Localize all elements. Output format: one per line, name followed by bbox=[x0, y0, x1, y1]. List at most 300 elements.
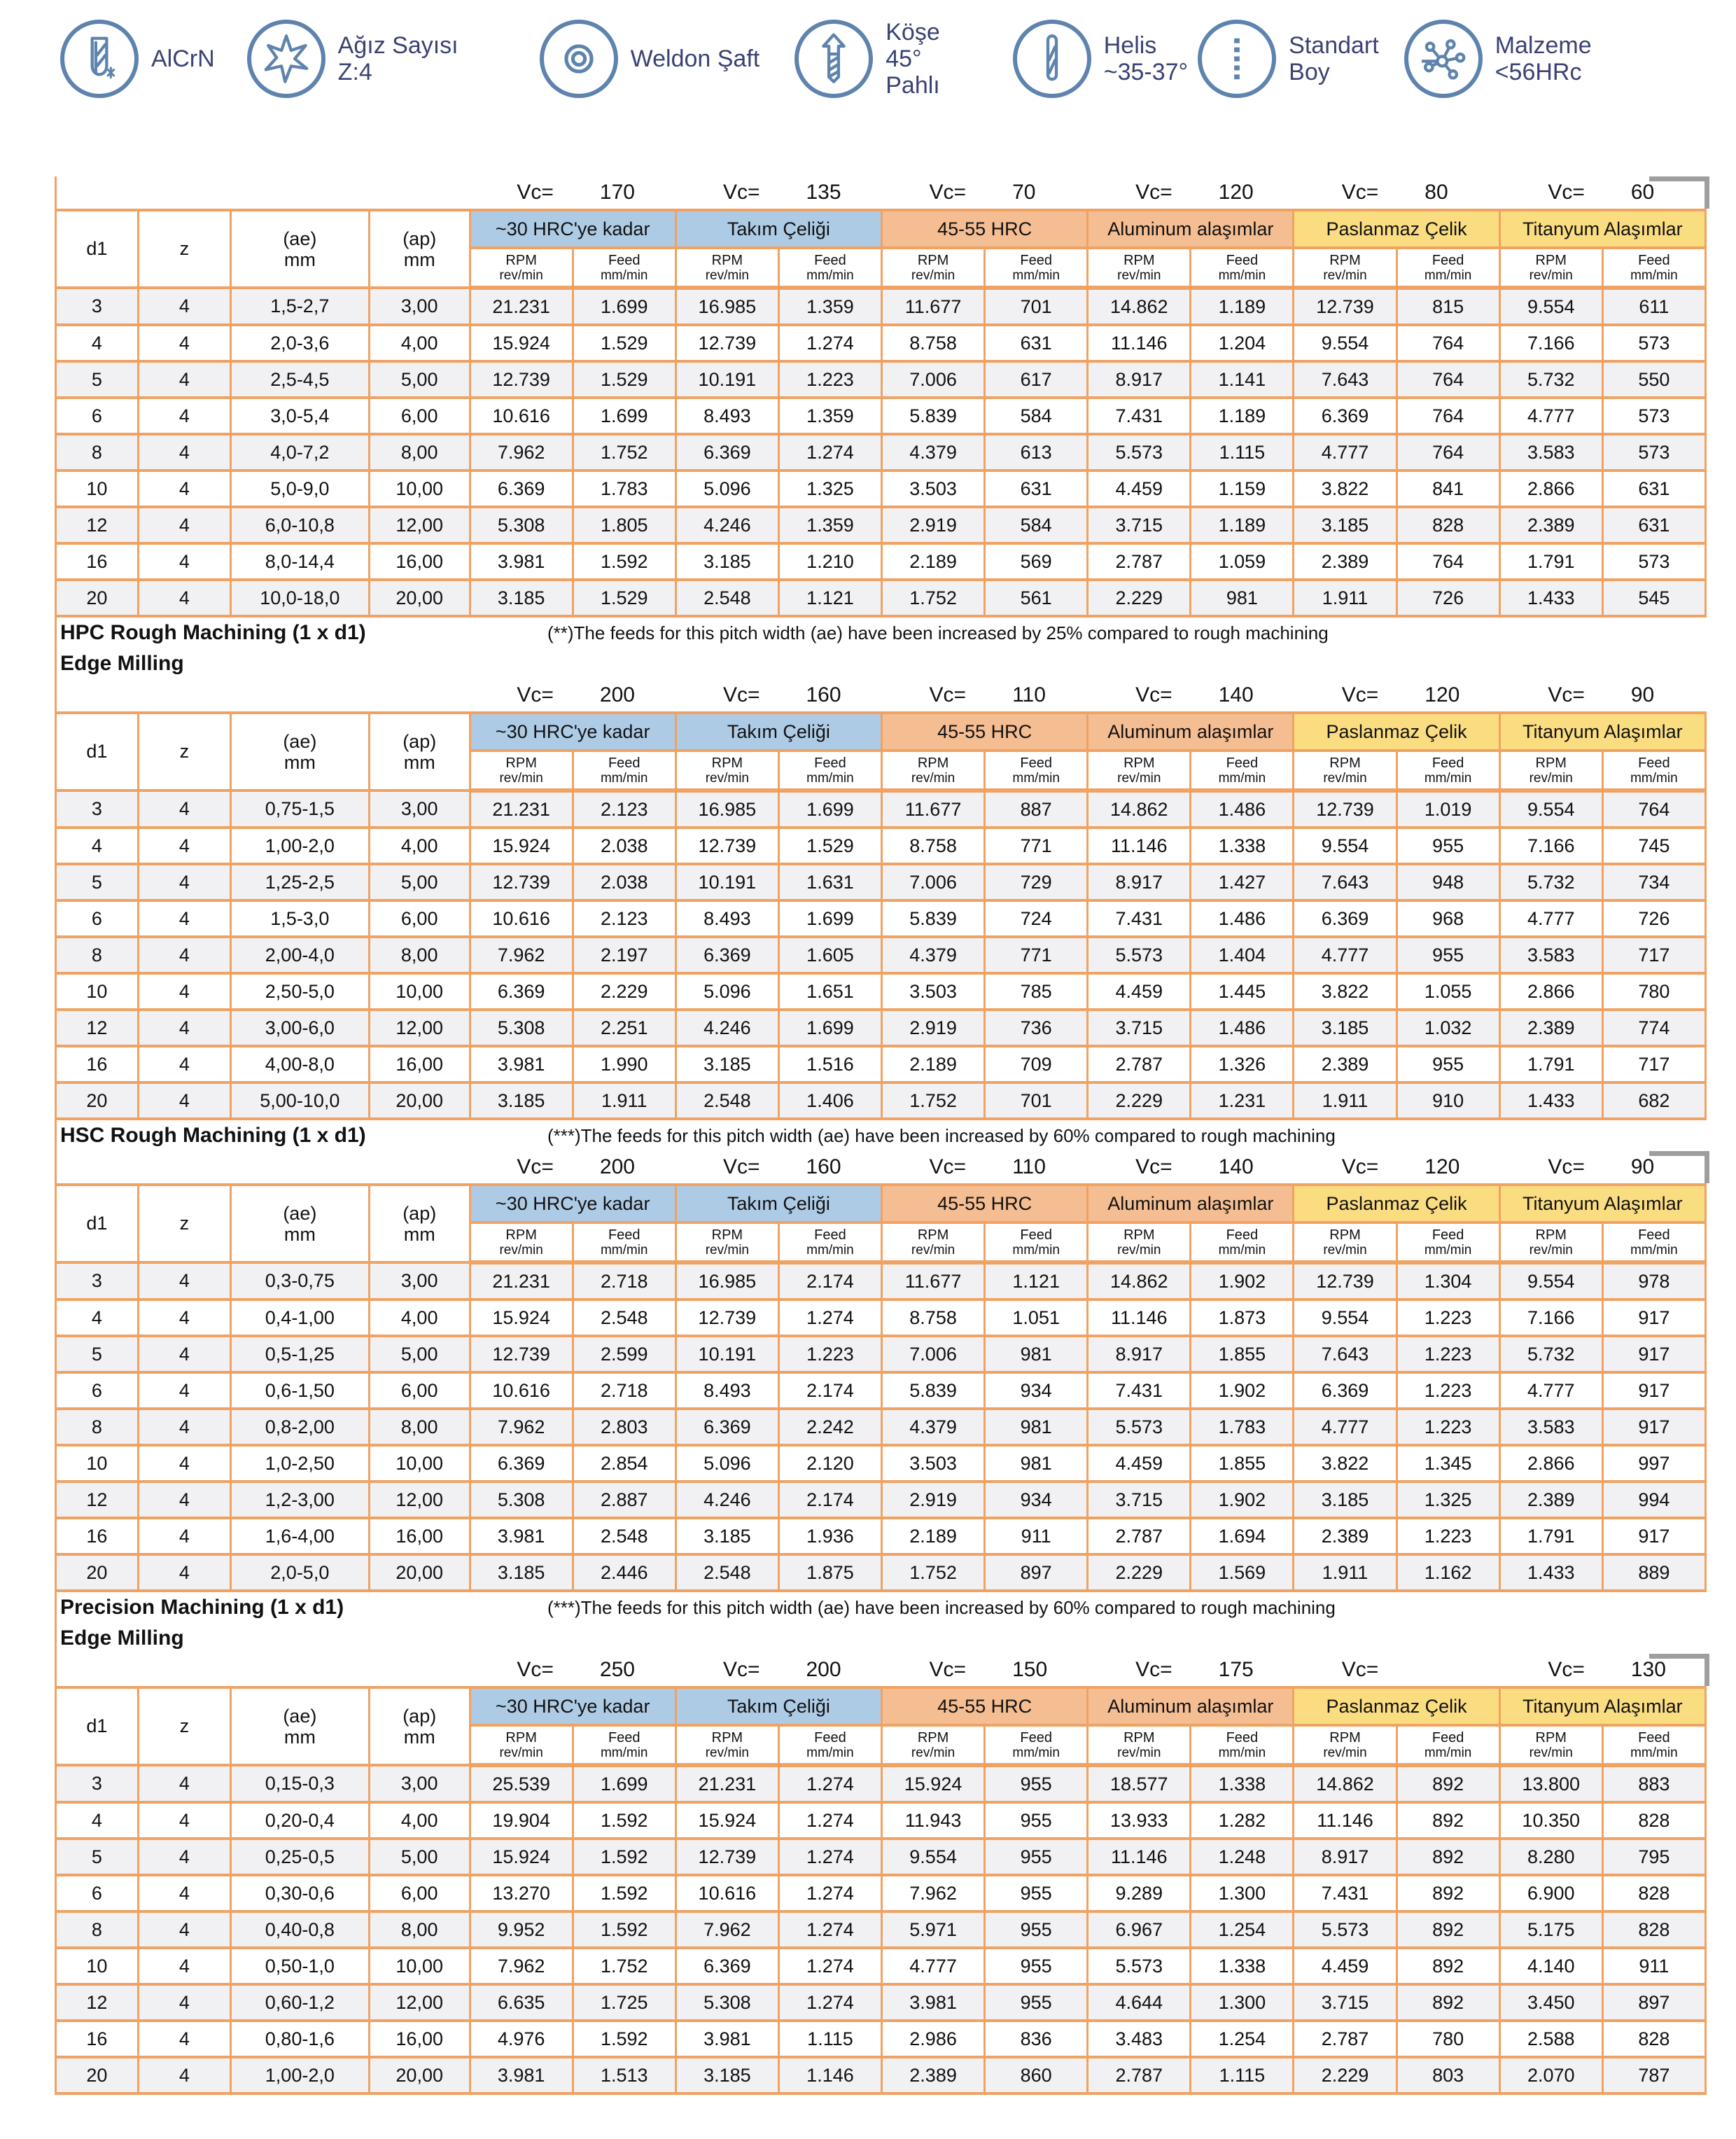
table-cell: 8.758 bbox=[882, 1300, 985, 1336]
table-cell: 2.174 bbox=[778, 1372, 881, 1409]
table-cell: 2.189 bbox=[882, 1046, 985, 1082]
helix-angle-icon bbox=[1013, 20, 1091, 98]
header-line: mm/min bbox=[1218, 1745, 1266, 1760]
table-cell: 4,0-7,2 bbox=[230, 434, 369, 471]
table-cell: 1.631 bbox=[778, 864, 881, 900]
vc-prefix: Vc= bbox=[1135, 683, 1172, 706]
table-cell: 1.274 bbox=[778, 1984, 881, 2021]
feature-material bbox=[1404, 20, 1592, 98]
table-cell: 3.583 bbox=[1499, 434, 1602, 471]
header-line: mm bbox=[284, 249, 316, 270]
feature-material-label bbox=[1495, 32, 1592, 85]
table-cell: 10.616 bbox=[676, 1875, 778, 1911]
table-cell: 2.070 bbox=[1499, 2057, 1602, 2093]
table-cell: 2.866 bbox=[1499, 1445, 1602, 1482]
vc-number: 80 bbox=[1424, 181, 1448, 204]
vc-number: 250 bbox=[599, 1658, 635, 1681]
table-cell: 10.191 bbox=[676, 1336, 778, 1372]
col-header-d1: d1 bbox=[56, 210, 139, 288]
table-cell: 3.450 bbox=[1499, 1984, 1602, 2021]
feed-header bbox=[1602, 751, 1705, 790]
table-cell: 3.503 bbox=[882, 1445, 985, 1482]
section-label-row bbox=[55, 618, 1707, 648]
header-line: mm/min bbox=[1630, 1745, 1678, 1760]
table-row bbox=[56, 973, 1706, 1010]
table-cell: 3,00-6,0 bbox=[230, 1010, 369, 1046]
table-cell: 1.936 bbox=[778, 1518, 881, 1554]
table-cell: 764 bbox=[1396, 434, 1499, 471]
table-cell: 1.855 bbox=[1191, 1336, 1294, 1372]
table-cell: 3.503 bbox=[882, 471, 985, 507]
end-mill-coating-icon bbox=[60, 20, 139, 98]
table-cell: 16 bbox=[56, 1518, 139, 1554]
table-cell: 1.359 bbox=[778, 288, 881, 325]
table-cell: 20 bbox=[56, 580, 139, 616]
vc-number: 160 bbox=[806, 683, 841, 706]
table-cell: 1.875 bbox=[778, 1554, 881, 1591]
header-line: RPM bbox=[1535, 252, 1567, 268]
table-cell: 3.715 bbox=[1294, 1984, 1396, 2021]
table-cell: 1.146 bbox=[778, 2057, 881, 2093]
table-cell: 4.459 bbox=[1088, 1445, 1191, 1482]
vc-number: 120 bbox=[1424, 1155, 1460, 1178]
table-cell: 8.758 bbox=[882, 325, 985, 361]
table-cell: 12.739 bbox=[676, 1300, 778, 1336]
table-cell: 5.573 bbox=[1088, 434, 1191, 471]
table-cell: 4 bbox=[138, 1984, 230, 2021]
rpm-header bbox=[1088, 1725, 1191, 1765]
table-cell: 1.699 bbox=[573, 1765, 676, 1802]
table-cell: 0,6-1,50 bbox=[230, 1372, 369, 1409]
table-cell: 20,00 bbox=[369, 580, 470, 616]
rpm-header bbox=[882, 751, 985, 790]
table-cell: 828 bbox=[1602, 1802, 1705, 1839]
header-line: rev/min bbox=[911, 1745, 955, 1760]
table-cell: 7.166 bbox=[1499, 828, 1602, 864]
vc-number: 140 bbox=[1218, 1155, 1254, 1178]
header-line: rev/min bbox=[1117, 267, 1161, 283]
table-cell: 5.096 bbox=[676, 1445, 778, 1482]
section-footnote: (**)The feeds for this pitch width (ae) have been increased by 25% compared to rough machining bbox=[547, 622, 1329, 643]
table-cell: 897 bbox=[1602, 1984, 1705, 2021]
header-line: (ap) bbox=[402, 228, 437, 249]
table-cell: 955 bbox=[1396, 828, 1499, 864]
table-cell: 7.006 bbox=[882, 1336, 985, 1372]
table-cell: 9.554 bbox=[1499, 1262, 1602, 1300]
table-cell: 573 bbox=[1602, 398, 1705, 434]
table-cell: 7.962 bbox=[470, 434, 573, 471]
table-cell: 1.783 bbox=[1191, 1409, 1294, 1445]
table-cell: 1.345 bbox=[1396, 1445, 1499, 1482]
feature-length-label bbox=[1289, 32, 1379, 85]
table-cell: 1,00-2,0 bbox=[230, 2057, 369, 2093]
table-cell: 6.369 bbox=[676, 937, 778, 973]
header-line: mm/min bbox=[1012, 770, 1060, 786]
vc-number: 200 bbox=[806, 1658, 841, 1681]
table-cell: 5.839 bbox=[882, 398, 985, 434]
table-cell: 955 bbox=[1396, 1046, 1499, 1082]
material-group-header: Titanyum Alaşımlar bbox=[1499, 713, 1705, 751]
col-header-ap bbox=[369, 1185, 470, 1262]
table-cell: 1.513 bbox=[573, 2057, 676, 2093]
table-cell: 1,5-3,0 bbox=[230, 900, 369, 937]
table-cell: 764 bbox=[1396, 398, 1499, 434]
table-cell: 1.051 bbox=[985, 1300, 1088, 1336]
rpm-header bbox=[1499, 1725, 1602, 1765]
table-cell: 709 bbox=[985, 1046, 1088, 1082]
table-cell: 2.803 bbox=[573, 1409, 676, 1445]
table-cell: 5.573 bbox=[1088, 1409, 1191, 1445]
vc-prefix: Vc= bbox=[722, 1658, 760, 1681]
table-cell: 2,00-4,0 bbox=[230, 937, 369, 973]
table-cell: 631 bbox=[985, 325, 1088, 361]
header-line: mm/min bbox=[1012, 267, 1060, 283]
material-group-header: ~30 HRC'ye kadar bbox=[470, 210, 676, 248]
table-cell: 4.140 bbox=[1499, 1948, 1602, 1984]
table-cell: 4 bbox=[138, 361, 230, 398]
table-cell: 2.229 bbox=[1294, 2057, 1396, 2093]
vc-value bbox=[676, 181, 882, 204]
table-cell: 1.300 bbox=[1191, 1984, 1294, 2021]
header-line: RPM bbox=[711, 755, 743, 771]
table-cell: 1.032 bbox=[1396, 1010, 1499, 1046]
vc-value bbox=[469, 683, 676, 707]
table-cell: 7.962 bbox=[470, 937, 573, 973]
table-cell: 3.185 bbox=[676, 1046, 778, 1082]
table-cell: 955 bbox=[985, 1839, 1088, 1875]
table-row bbox=[56, 790, 1706, 828]
header-line: rev/min bbox=[911, 267, 955, 283]
material-group-header: Titanyum Alaşımlar bbox=[1499, 1687, 1705, 1725]
vc-value bbox=[882, 683, 1088, 707]
material-group-header: 45-55 HRC bbox=[882, 1185, 1088, 1222]
material-group-header: Takım Çeliği bbox=[676, 1185, 881, 1222]
table-cell: 2.123 bbox=[573, 900, 676, 937]
table-cell: 4 bbox=[56, 1802, 139, 1839]
table-row bbox=[56, 580, 1706, 616]
table-row bbox=[56, 1948, 1706, 1984]
table-cell: 3.185 bbox=[470, 1082, 573, 1119]
feed-header bbox=[573, 1725, 676, 1765]
vc-number: 110 bbox=[1012, 683, 1046, 706]
table-cell: 3.583 bbox=[1499, 1409, 1602, 1445]
vc-value bbox=[469, 1155, 676, 1179]
vc-number: 200 bbox=[599, 1155, 635, 1178]
label-line: ~35-37° bbox=[1103, 59, 1189, 85]
table-cell: 9.289 bbox=[1088, 1875, 1191, 1911]
table-cell: 12 bbox=[56, 507, 139, 543]
col-header-d1: d1 bbox=[56, 1687, 139, 1765]
header-line: rev/min bbox=[1323, 1242, 1367, 1257]
feature-coating bbox=[60, 20, 215, 98]
spec-table-hsc-rough bbox=[55, 1151, 1707, 1592]
table-cell: 11.943 bbox=[882, 1802, 985, 1839]
table-cell: 2.038 bbox=[573, 864, 676, 900]
table-cell: 892 bbox=[1396, 1948, 1499, 1984]
table-cell: 2.548 bbox=[676, 1082, 778, 1119]
table-cell: 1.274 bbox=[778, 325, 881, 361]
group-header-row bbox=[56, 713, 1706, 751]
table-cell: 1.783 bbox=[573, 471, 676, 507]
feature-helix-label bbox=[1104, 32, 1188, 85]
section-label: Precision Machining (1 x d1) bbox=[60, 1596, 344, 1619]
table-row bbox=[56, 434, 1706, 471]
vc-value bbox=[882, 181, 1088, 204]
table-cell: 2.389 bbox=[1499, 1010, 1602, 1046]
vc-prefix: Vc= bbox=[722, 683, 760, 706]
table-cell: 5,00-10,0 bbox=[230, 1082, 369, 1119]
table-cell: 8.758 bbox=[882, 828, 985, 864]
header-line: mm bbox=[403, 249, 435, 270]
header-line: RPM bbox=[711, 1227, 743, 1243]
table-cell: 4 bbox=[56, 325, 139, 361]
table-cell: 2.548 bbox=[676, 580, 778, 616]
table-cell: 5.096 bbox=[676, 973, 778, 1010]
table-cell: 734 bbox=[1602, 864, 1705, 900]
table-row bbox=[56, 864, 1706, 900]
table-cell: 910 bbox=[1396, 1082, 1499, 1119]
table-cell: 12.739 bbox=[470, 1336, 573, 1372]
table-cell: 631 bbox=[1602, 471, 1705, 507]
table-cell: 584 bbox=[985, 507, 1088, 543]
table-cell: 4,00 bbox=[369, 1300, 470, 1336]
table-cell: 15.924 bbox=[470, 1839, 573, 1875]
vc-value bbox=[676, 1658, 882, 1682]
table-cell: 4.379 bbox=[882, 937, 985, 973]
material-group-header: Paslanmaz Çelik bbox=[1294, 210, 1499, 248]
table-cell: 15.924 bbox=[470, 325, 573, 361]
table-cell: 892 bbox=[1396, 1765, 1499, 1802]
feed-header bbox=[1191, 248, 1294, 288]
material-group-header: Paslanmaz Çelik bbox=[1294, 1687, 1499, 1725]
table-cell: 0,25-0,5 bbox=[230, 1839, 369, 1875]
feed-header bbox=[1602, 1725, 1705, 1765]
table-cell: 7.962 bbox=[676, 1911, 778, 1948]
header-line: Feed bbox=[1638, 755, 1670, 771]
table-cell: 4 bbox=[138, 1409, 230, 1445]
table-cell: 5.096 bbox=[676, 471, 778, 507]
vc-prefix: Vc= bbox=[517, 181, 554, 204]
table-cell: 5,00 bbox=[369, 1839, 470, 1875]
table-cell: 1.325 bbox=[778, 471, 881, 507]
material-group-header: Aluminum alaşımlar bbox=[1088, 1185, 1294, 1222]
table-cell: 4.644 bbox=[1088, 1984, 1191, 2021]
feed-header bbox=[1396, 248, 1499, 288]
table-row bbox=[56, 507, 1706, 543]
vc-number: 160 bbox=[806, 1155, 841, 1178]
material-group-header: Paslanmaz Çelik bbox=[1294, 713, 1499, 751]
table-cell: 1.529 bbox=[573, 325, 676, 361]
table-cell: 981 bbox=[985, 1409, 1088, 1445]
vc-value bbox=[1088, 683, 1294, 707]
vc-number: 120 bbox=[1218, 181, 1254, 204]
table-cell: 917 bbox=[1602, 1336, 1705, 1372]
table-cell: 617 bbox=[985, 361, 1088, 398]
group-header-row bbox=[56, 1185, 1706, 1222]
vc-row bbox=[55, 1654, 1707, 1686]
table-cell: 11.677 bbox=[882, 288, 985, 325]
table-cell: 4 bbox=[138, 1262, 230, 1300]
table-cell: 911 bbox=[985, 1518, 1088, 1554]
feed-header bbox=[778, 1222, 881, 1262]
header-line: rev/min bbox=[1117, 1745, 1161, 1760]
table-cell: 1.404 bbox=[1191, 937, 1294, 973]
header-line: mm/min bbox=[1218, 267, 1266, 283]
table-cell: 955 bbox=[1396, 937, 1499, 973]
table-cell: 12.739 bbox=[1294, 790, 1396, 828]
table-cell: 25.539 bbox=[470, 1765, 573, 1802]
table-row bbox=[56, 1802, 1706, 1839]
table-cell: 12.739 bbox=[470, 361, 573, 398]
table-cell: 4.777 bbox=[1294, 1409, 1396, 1445]
table-cell: 4 bbox=[138, 900, 230, 937]
table-cell: 16,00 bbox=[369, 1518, 470, 1554]
vc-row bbox=[55, 176, 1707, 209]
table-row bbox=[56, 2021, 1706, 2057]
table-row bbox=[56, 1875, 1706, 1911]
material-group-header: Titanyum Alaşımlar bbox=[1499, 210, 1705, 248]
rpm-header bbox=[882, 1725, 985, 1765]
table-cell: 1.592 bbox=[573, 1875, 676, 1911]
table-cell: 0,30-0,6 bbox=[230, 1875, 369, 1911]
table-cell: 2.787 bbox=[1088, 1046, 1191, 1082]
table-cell: 1,5-2,7 bbox=[230, 288, 369, 325]
table-cell: 3.981 bbox=[470, 543, 573, 580]
table-cell: 4 bbox=[138, 1300, 230, 1336]
table-cell: 4 bbox=[138, 1948, 230, 1984]
table-cell: 997 bbox=[1602, 1445, 1705, 1482]
label-line: 45° bbox=[886, 46, 922, 72]
vc-prefix: Vc= bbox=[1548, 181, 1585, 204]
header-line: rev/min bbox=[1323, 267, 1367, 283]
table-cell: 11.146 bbox=[1088, 828, 1191, 864]
table-cell: 2.123 bbox=[573, 790, 676, 828]
header-line: mm/min bbox=[1630, 770, 1678, 786]
table-cell: 12,00 bbox=[369, 1984, 470, 2021]
table-cell: 573 bbox=[1602, 325, 1705, 361]
table-cell: 955 bbox=[985, 1984, 1088, 2021]
header-line: Feed bbox=[814, 252, 846, 268]
table-cell: 1.282 bbox=[1191, 1802, 1294, 1839]
table-cell: 1.055 bbox=[1396, 973, 1499, 1010]
table-cell: 892 bbox=[1396, 1984, 1499, 2021]
table-cell: 8.917 bbox=[1088, 361, 1191, 398]
feed-header bbox=[985, 1725, 1088, 1765]
table-row bbox=[56, 288, 1706, 325]
table-cell: 1.699 bbox=[573, 398, 676, 434]
table-cell: 8,00 bbox=[369, 1409, 470, 1445]
table-cell: 2.866 bbox=[1499, 471, 1602, 507]
weldon-shank-icon bbox=[540, 20, 618, 98]
table-cell: 5 bbox=[56, 361, 139, 398]
rpm-header bbox=[1088, 248, 1191, 288]
table-cell: 981 bbox=[1191, 580, 1294, 616]
table-cell: 6.369 bbox=[676, 434, 778, 471]
section-label-row bbox=[55, 1592, 1707, 1623]
material-group-header: Takım Çeliği bbox=[676, 210, 881, 248]
table-cell: 10,00 bbox=[369, 1445, 470, 1482]
page-corner-mark bbox=[1649, 1654, 1709, 1686]
table-cell: 13.933 bbox=[1088, 1802, 1191, 1839]
table-cell: 771 bbox=[985, 937, 1088, 973]
table-cell: 3.185 bbox=[676, 543, 778, 580]
table-cell: 978 bbox=[1602, 1262, 1705, 1300]
table-cell: 1.159 bbox=[1191, 471, 1294, 507]
table-cell: 1.141 bbox=[1191, 361, 1294, 398]
table-cell: 4 bbox=[138, 1336, 230, 1372]
rpm-header bbox=[1088, 1222, 1191, 1262]
table-cell: 0,20-0,4 bbox=[230, 1802, 369, 1839]
section-footnote: (***)The feeds for this pitch width (ae) have been increased by 60% compared to rough machining bbox=[547, 1596, 1336, 1618]
table-cell: 4,00 bbox=[369, 1802, 470, 1839]
table-cell: 1.725 bbox=[573, 1984, 676, 2021]
rpm-header bbox=[676, 1222, 778, 1262]
table-cell: 1.223 bbox=[1396, 1372, 1499, 1409]
table-cell: 4.246 bbox=[676, 1482, 778, 1518]
table-cell: 5,00 bbox=[369, 361, 470, 398]
table-cell: 3.981 bbox=[470, 2057, 573, 2093]
header-line: Feed bbox=[608, 755, 640, 771]
table-cell: 2.787 bbox=[1088, 1518, 1191, 1554]
table-cell: 16,00 bbox=[369, 543, 470, 580]
table-cell: 3,00 bbox=[369, 1765, 470, 1802]
table-cell: 15.924 bbox=[470, 1300, 573, 1336]
table-cell: 1.115 bbox=[1191, 434, 1294, 471]
table-cell: 5.308 bbox=[676, 1984, 778, 2021]
table-row bbox=[56, 1300, 1706, 1336]
table-cell: 2.174 bbox=[778, 1482, 881, 1518]
label-line: Boy bbox=[1289, 59, 1330, 85]
header-line: mm bbox=[284, 1726, 316, 1748]
vc-prefix: Vc= bbox=[1341, 181, 1379, 204]
table-cell: 1.433 bbox=[1499, 1554, 1602, 1591]
table-cell: 0,4-1,00 bbox=[230, 1300, 369, 1336]
table-cell: 2.787 bbox=[1294, 2021, 1396, 2057]
vc-prefix: Vc= bbox=[1548, 1155, 1585, 1178]
header-line: RPM bbox=[1535, 1729, 1567, 1746]
table-cell: 6,00 bbox=[369, 1372, 470, 1409]
table-cell: 12 bbox=[56, 1482, 139, 1518]
table-cell: 12.739 bbox=[1294, 288, 1396, 325]
table-cell: 7.431 bbox=[1294, 1875, 1396, 1911]
table-cell: 5,0-9,0 bbox=[230, 471, 369, 507]
table-cell: 4 bbox=[138, 937, 230, 973]
table-cell: 955 bbox=[985, 1802, 1088, 1839]
spec-table-precision bbox=[55, 1654, 1707, 2095]
feed-header bbox=[1191, 1222, 1294, 1262]
table-cell: 10.616 bbox=[470, 398, 573, 434]
vc-prefix: Vc= bbox=[517, 683, 554, 706]
table-cell: 10.350 bbox=[1499, 1802, 1602, 1839]
rpm-header bbox=[676, 751, 778, 790]
feed-header bbox=[985, 751, 1088, 790]
feature-length bbox=[1198, 20, 1379, 98]
header-line: rev/min bbox=[911, 770, 955, 786]
header-line: Feed bbox=[608, 252, 640, 268]
table-cell: 4 bbox=[138, 1911, 230, 1948]
table-cell: 14.862 bbox=[1088, 288, 1191, 325]
table-cell: 6,0-10,8 bbox=[230, 507, 369, 543]
header-line: mm/min bbox=[806, 1242, 854, 1257]
table-cell: 4 bbox=[138, 434, 230, 471]
table-cell: 828 bbox=[1396, 507, 1499, 543]
table-cell: 3.981 bbox=[882, 1984, 985, 2021]
header-line: Feed bbox=[1020, 1729, 1052, 1746]
header-line: mm bbox=[403, 1223, 435, 1245]
table-cell: 16 bbox=[56, 543, 139, 580]
table-cell: 4.379 bbox=[882, 1409, 985, 1445]
table-cell: 724 bbox=[985, 900, 1088, 937]
